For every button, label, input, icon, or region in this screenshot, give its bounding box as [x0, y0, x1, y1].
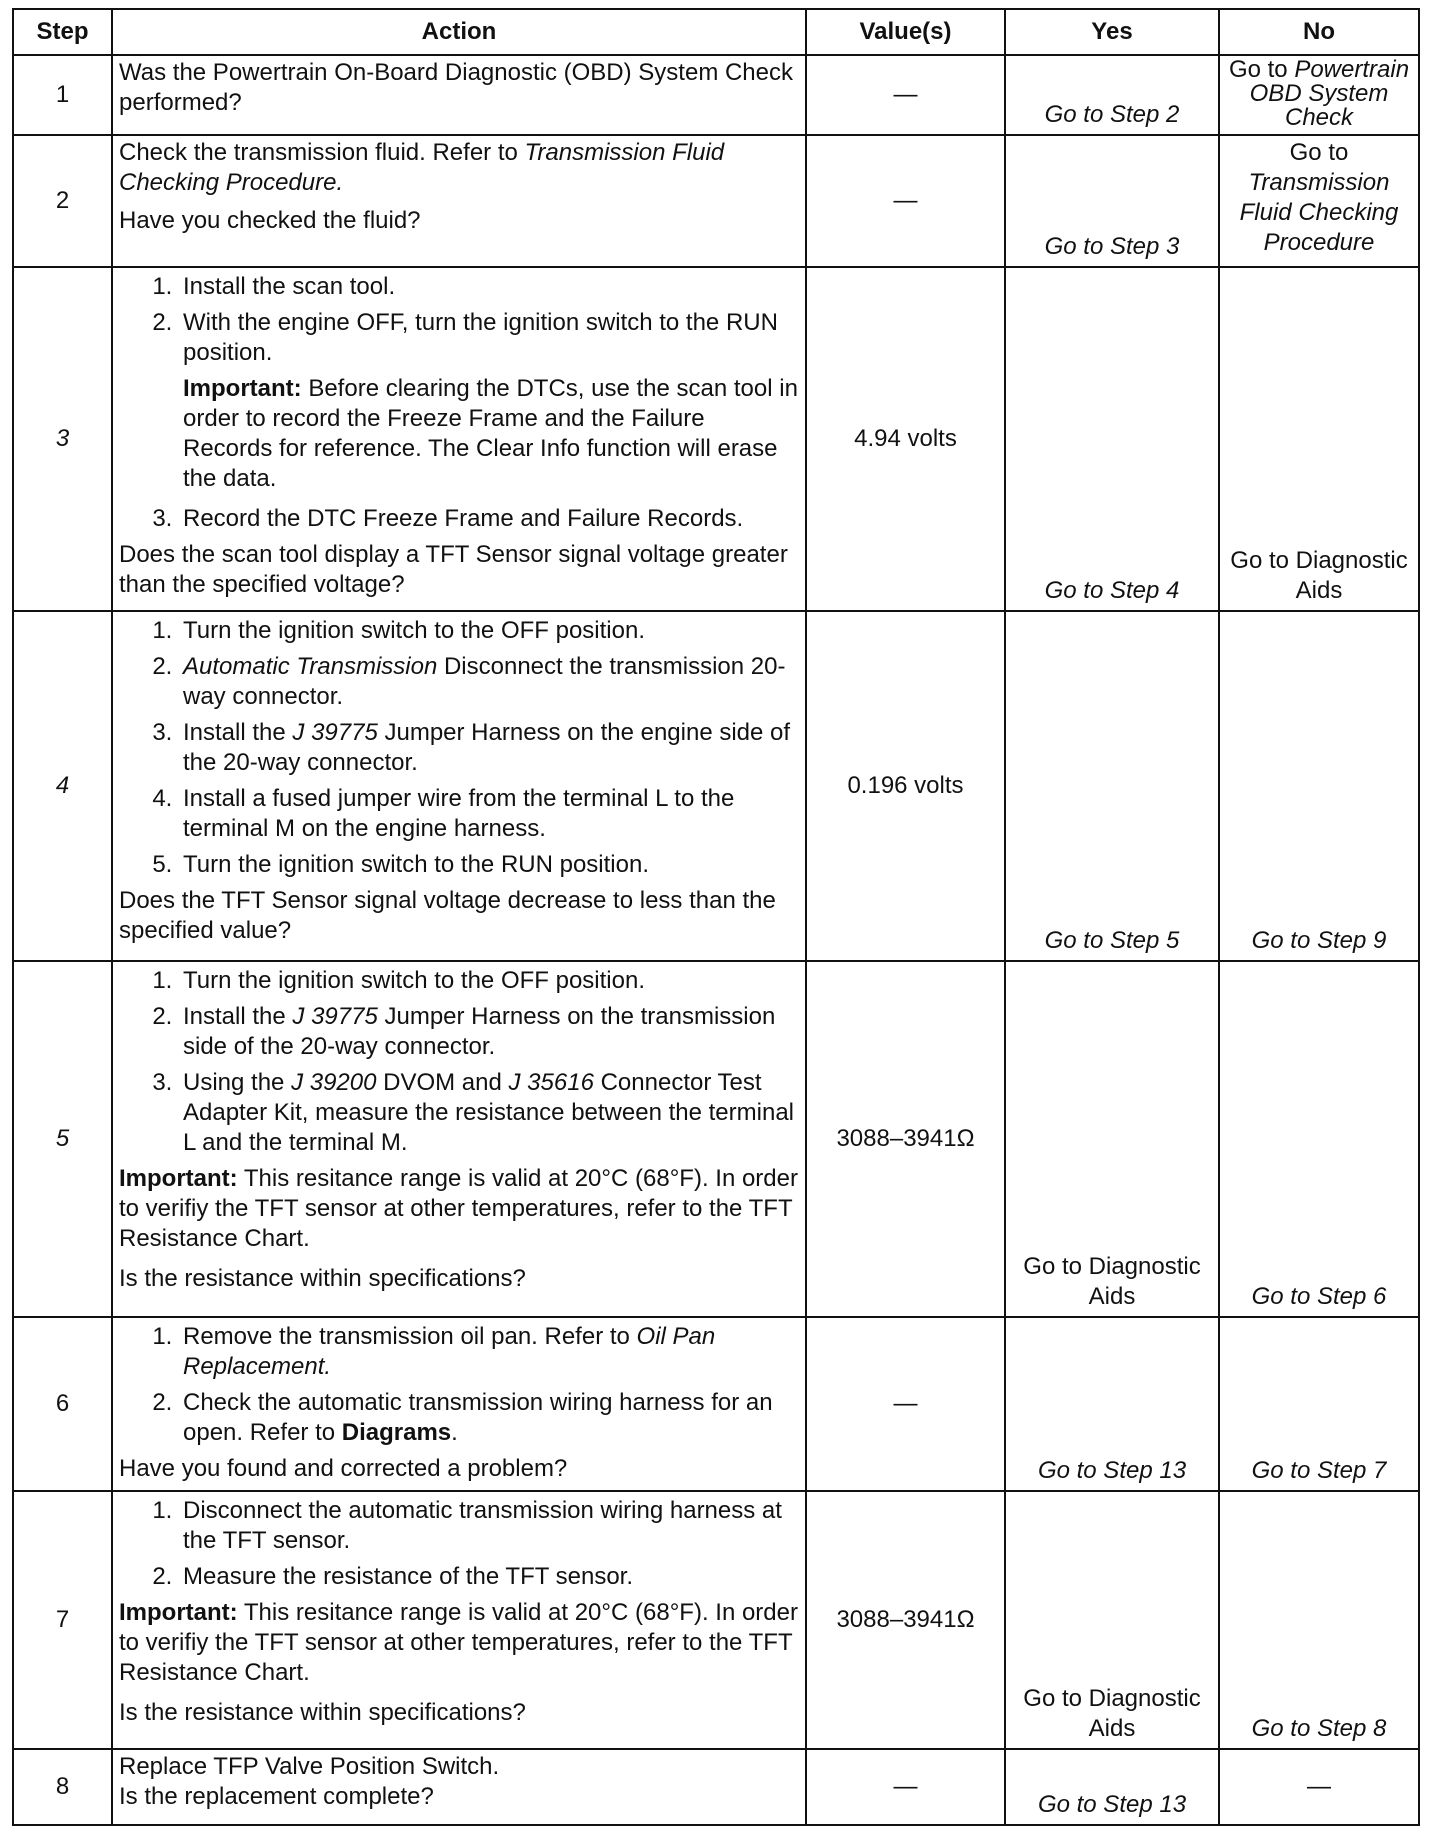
- list-item: [179, 1068, 799, 1158]
- header-row: [13, 9, 1419, 55]
- list-item: 1. Install the scan tool.: [179, 272, 799, 302]
- procedure-list: [119, 966, 799, 1158]
- important-note: [119, 1598, 799, 1688]
- list-item-text: Jumper Harness on the engine side of the 20-way connector.: [183, 719, 791, 776]
- list-item-text: DVOM and: [376, 1069, 509, 1096]
- procedure-list: [119, 1322, 799, 1448]
- table-row: [13, 55, 1419, 135]
- question-text: Is the replacement complete?: [119, 1783, 434, 1810]
- table-row: [13, 961, 1419, 1317]
- list-item-text: Connector Test Adapter Kit, measure the resistance between the terminal L and the terminal M.: [183, 1069, 794, 1156]
- question-text: Have you checked the fluid?: [119, 207, 421, 234]
- no-link: Powertrain OBD System Check: [1249, 56, 1410, 131]
- no-cell: Go to Diagnostic Aids: [1219, 267, 1419, 611]
- no-cell: —: [1219, 1749, 1419, 1825]
- list-item: [179, 718, 799, 778]
- yes-cell: Go to Step 4: [1005, 267, 1219, 611]
- important-text: Before clearing the DTCs, use the scan tool in order to record the Freeze Frame and the Failure Records for reference. The Clear Info function will erase the data.: [183, 375, 798, 492]
- important-label: Important:: [119, 1599, 238, 1626]
- question-text: Have you found and corrected a problem?: [119, 1455, 568, 1482]
- list-item: [179, 1002, 799, 1062]
- list-item: 5. Turn the ignition switch to the RUN position.: [179, 850, 799, 880]
- tool-name: J 39775: [292, 719, 378, 746]
- step-number: 7: [13, 1491, 112, 1749]
- list-item-text: Using the: [183, 1069, 292, 1096]
- step-number: 3: [13, 267, 112, 611]
- header-action: Action: [112, 9, 806, 55]
- procedure-link: Transmission Fluid Checking Procedure.: [119, 139, 725, 196]
- procedure-list: [119, 272, 799, 368]
- no-cell: Go to Step 8: [1219, 1491, 1419, 1749]
- yes-cell: Go to Step 2: [1005, 55, 1219, 135]
- procedure-list: [119, 616, 799, 880]
- important-text: This resitance range is valid at 20°C (68°F). In order to verifiy the TFT sensor at other temperatures, refer to the TFT Resistance Chart.: [119, 1599, 798, 1686]
- step-number: 8: [13, 1749, 112, 1825]
- list-item-text: Install the: [183, 1003, 293, 1030]
- list-item-text: Remove the transmission oil pan. Refer to: [183, 1323, 637, 1350]
- value-cell: 3088–3941Ω: [806, 1491, 1005, 1749]
- list-item: [179, 652, 799, 712]
- yes-cell: Go to Step 13: [1005, 1749, 1219, 1825]
- important-note: [119, 1164, 799, 1254]
- important-text: This resitance range is valid at 20°C (68°F). In order to verifiy the TFT sensor at other temperatures, refer to the TFT Resistance Chart.: [119, 1165, 798, 1252]
- no-cell: Go to Step 6: [1219, 961, 1419, 1317]
- action-cell: [112, 1491, 806, 1749]
- list-item: 4. Install a fused jumper wire from the terminal L to the terminal M on the engine harness.: [179, 784, 799, 844]
- diagnostic-table: [12, 8, 1420, 1826]
- yes-cell: Go to Step 13: [1005, 1317, 1219, 1491]
- procedure-list: [119, 504, 799, 534]
- list-item-text: Check the automatic transmission wiring harness for an open. Refer to: [183, 1389, 773, 1446]
- tool-name: J 39200: [291, 1069, 377, 1096]
- action-cell: [112, 1749, 806, 1825]
- value-cell: —: [806, 1749, 1005, 1825]
- action-cell: [112, 267, 806, 611]
- component-name: Automatic Transmission: [183, 653, 438, 680]
- yes-cell: Go to Step 3: [1005, 135, 1219, 267]
- tool-name: J 35616: [508, 1069, 594, 1096]
- value-cell: 3088–3941Ω: [806, 961, 1005, 1317]
- question-text: Was the Powertrain On-Board Diagnostic (OBD) System Check performed?: [119, 59, 794, 116]
- header-yes: Yes: [1005, 9, 1219, 55]
- value-cell: —: [806, 135, 1005, 267]
- no-prefix: Go to: [1289, 139, 1349, 166]
- table-row: [13, 611, 1419, 961]
- question-text: Is the resistance within specifications?: [119, 1699, 526, 1726]
- no-prefix: Go to: [1228, 56, 1295, 83]
- yes-cell: Go to Diagnostic Aids: [1005, 961, 1219, 1317]
- list-item: 2. With the engine OFF, turn the ignition switch to the RUN position.: [179, 308, 799, 368]
- question-text: Does the TFT Sensor signal voltage decrease to less than the specified value?: [119, 887, 776, 944]
- yes-cell: Go to Step 5: [1005, 611, 1219, 961]
- action-cell: [112, 611, 806, 961]
- list-item: 1. Disconnect the automatic transmission wiring harness at the TFT sensor.: [179, 1496, 799, 1556]
- value-cell: —: [806, 55, 1005, 135]
- step-number: 2: [13, 135, 112, 267]
- header-values: Value(s): [806, 9, 1005, 55]
- action-cell: [112, 1317, 806, 1491]
- list-item: 3. Record the DTC Freeze Frame and Failure Records.: [179, 504, 799, 534]
- question-text: Does the scan tool display a TFT Sensor signal voltage greater than the specified voltage?: [119, 541, 788, 598]
- list-item-text: Jumper Harness on the transmission side of the 20-way connector.: [183, 1003, 776, 1060]
- no-link: Transmission Fluid Checking Procedure: [1239, 169, 1399, 256]
- instruction-text: Replace TFP Valve Position Switch.: [119, 1753, 500, 1780]
- table-row: [13, 1749, 1419, 1825]
- table-row: [13, 267, 1419, 611]
- action-cell: [112, 135, 806, 267]
- action-cell: [112, 55, 806, 135]
- list-item: 1. Turn the ignition switch to the OFF position.: [179, 966, 799, 996]
- list-item-text: .: [451, 1419, 458, 1446]
- list-item: [179, 1322, 799, 1382]
- list-item: [179, 1388, 799, 1448]
- procedure-link: Oil Pan Replacement.: [183, 1323, 716, 1380]
- table-row: [13, 1491, 1419, 1749]
- action-cell: [112, 961, 806, 1317]
- list-item: 1. Turn the ignition switch to the OFF position.: [179, 616, 799, 646]
- step-number: 5: [13, 961, 112, 1317]
- procedure-list: [119, 1496, 799, 1592]
- tool-name: J 39775: [292, 1003, 378, 1030]
- value-cell: —: [806, 1317, 1005, 1491]
- header-step: Step: [13, 9, 112, 55]
- instruction-prefix: Check the transmission fluid. Refer to: [119, 139, 525, 166]
- step-number: 6: [13, 1317, 112, 1491]
- diagrams-link: Diagrams: [341, 1419, 452, 1446]
- important-note: [119, 374, 799, 494]
- step-number: 1: [13, 55, 112, 135]
- list-item: 2. Measure the resistance of the TFT sensor.: [179, 1562, 799, 1592]
- instruction-text: [119, 138, 799, 198]
- important-label: Important:: [119, 1165, 238, 1192]
- no-cell: [1219, 55, 1419, 135]
- question-text: Is the resistance within specifications?: [119, 1265, 526, 1292]
- no-cell: [1219, 135, 1419, 267]
- value-cell: 4.94 volts: [806, 267, 1005, 611]
- table-row: [13, 135, 1419, 267]
- important-label: Important:: [183, 375, 302, 402]
- value-cell: 0.196 volts: [806, 611, 1005, 961]
- list-item-text: Disconnect the transmission 20-way connector.: [183, 653, 786, 710]
- no-cell: Go to Step 9: [1219, 611, 1419, 961]
- table-row: [13, 1317, 1419, 1491]
- yes-cell: Go to Diagnostic Aids: [1005, 1491, 1219, 1749]
- step-number: 4: [13, 611, 112, 961]
- list-item-text: Install the: [183, 719, 293, 746]
- header-no: No: [1219, 9, 1419, 55]
- no-cell: Go to Step 7: [1219, 1317, 1419, 1491]
